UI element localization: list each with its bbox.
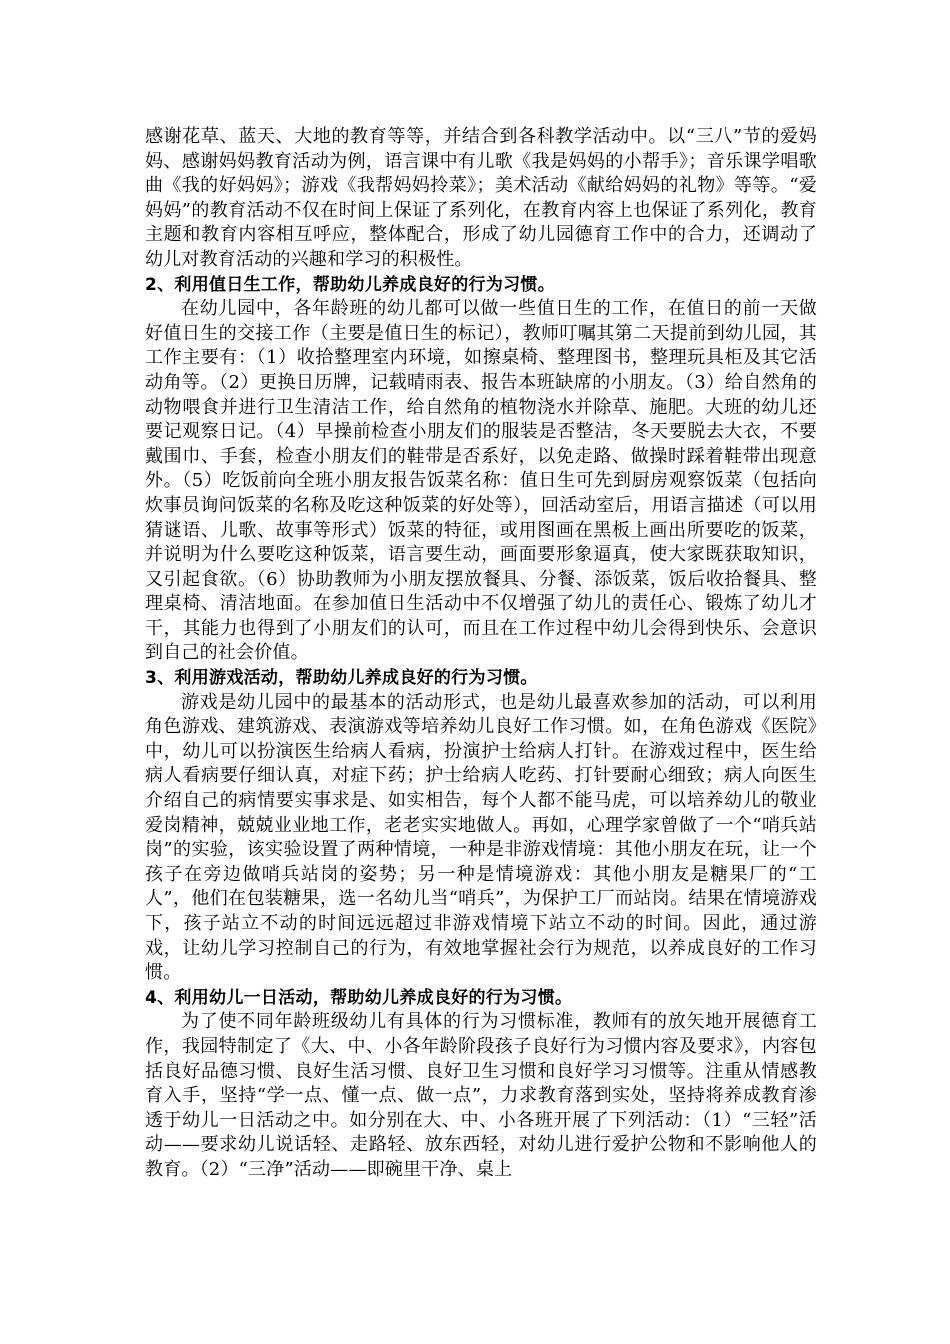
document-page (145, 125, 817, 1183)
section-heading-2: 2、利用值日生工作，帮助幼儿养成良好的行为习惯。 (145, 274, 556, 295)
paragraph-daily-activities: 为了使不同年龄班级幼儿有具体的行为习惯标准，教师有的放矢地开展德育工作，我园特制定了《大、中、小各年龄阶段孩子良好行为习惯内容及要求》，内容包括良好品德习惯、良好生活习惯、良好卫生习惯和良好学习习惯等。注重从情感教育入手，坚持“学一点、懂一点、做一点”，力求教育落到实处，坚持将养成教育渗透于幼儿一日活动之中。如分别在大、中、小各班开展了下列活动：（1）“三轻”活动——要求幼儿说话轻、走路轻、放东西轻，对幼儿进行爱护公物和不影响他人的教育。（2）“三净”活动——即碗里干净、桌上 (145, 1011, 817, 1180)
paragraph-intro-continuation: 感谢花草、蓝天、大地的教育等等，并结合到各科教学活动中。以“三八”节的爱妈妈、感谢妈妈教育活动为例，语言课中有儿歌《我是妈妈的小帮手》；音乐课学唱歌曲《我的好妈妈》；游戏《我帮妈妈拎菜》；美术活动《献给妈妈的礼物》等等。“爱妈妈”的教育活动不仅在时间上保证了系列化，在教育内容上也保证了系列化，教育主题和教育内容相互呼应，整体配合，形成了幼儿园德育工作中的合力，还调动了幼儿对教育活动的兴趣和学习的积极性。 (145, 126, 817, 270)
section-heading-4: 4、利用幼儿一日活动，帮助幼儿养成良好的行为习惯。 (145, 987, 573, 1008)
section-heading-3: 3、利用游戏活动，帮助幼儿养成良好的行为习惯。 (145, 668, 538, 689)
paragraph-duty-student: 在幼儿园中，各年龄班的幼儿都可以做一些值日生的工作，在值日的前一天做好值日生的交接工作（主要是值日生的标记），教师叮嘱其第二天提前到幼儿园，其工作主要有：（1）收拾整理室内环境，如擦桌椅、整理图书，整理玩具柜及其它活动角等。（2）更换日历牌，记载晴雨表、报告本班缺席的小朋友。（3）给自然角的动物喂食并进行卫生清洁工作，给自然角的植物浇水并除草、施肥。大班的幼儿还要记观察日记。（4）早操前检查小朋友们的服装是否整洁，冬天要脱去大衣，不要戴围巾、手套，检查小朋友们的鞋带是否系好，以免走路、做操时踩着鞋带出现意外。（5）吃饭前向全班小朋友报告饭菜名称：值日生可先到厨房观察饭菜（包括向炊事员询问饭菜的名称及吃这种饭菜的好处等），回活动室后，用语言描述（可以用猜谜语、儿歌、故事等形式）饭菜的特征，或用图画在黑板上画出所要吃的饭菜，并说明为什么要吃这种饭菜，语言要生动，画面要形象逼真，使大家既获取知识，又引起食欲。（6）协助教师为小朋友摆放餐具、分餐、添饭菜，饭后收拾餐具、整理桌椅、清洁地面。在参加值日生活动中不仅增强了幼儿的责任心、锻炼了幼儿才干，其能力也得到了小朋友们的认可，而且在工作过程中幼儿会得到快乐、会意识到自己的社会价值。 (145, 298, 817, 664)
paragraph-game-activities: 游戏是幼儿园中的最基本的活动形式，也是幼儿最喜欢参加的活动，可以利用角色游戏、建筑游戏、表演游戏等培养幼儿良好工作习惯。如，在角色游戏《医院》中，幼儿可以扮演医生给病人看病，扮演护士给病人打针。在游戏过程中，医生给病人看病要仔细认真，对症下药；护士给病人吃药、打针要耐心细致；病人向医生介绍自己的病情要实事求是、如实相告，每个人都不能马虎，可以培养幼儿的敬业爱岗精神，兢兢业业地工作，老老实实地做人。再如，心理学家曾做了一个“哨兵站岗”的实验，该实验设置了两种情境，一种是非游戏情境：其他小朋友在玩，让一个孩子在旁边做哨兵站岗的姿势；另一种是情境游戏：其他小朋友是糖果厂的“工人”，他们在包装糖果，选一名幼儿当“哨兵”，为保护工厂而站岗。结果在情境游戏下，孩子站立不动的时间远远超过非游戏情境下站立不动的时间。因此，通过游戏，让幼儿学习控制自己的行为，有效地掌握社会行为规范，以养成良好的工作习惯。 (145, 691, 817, 984)
